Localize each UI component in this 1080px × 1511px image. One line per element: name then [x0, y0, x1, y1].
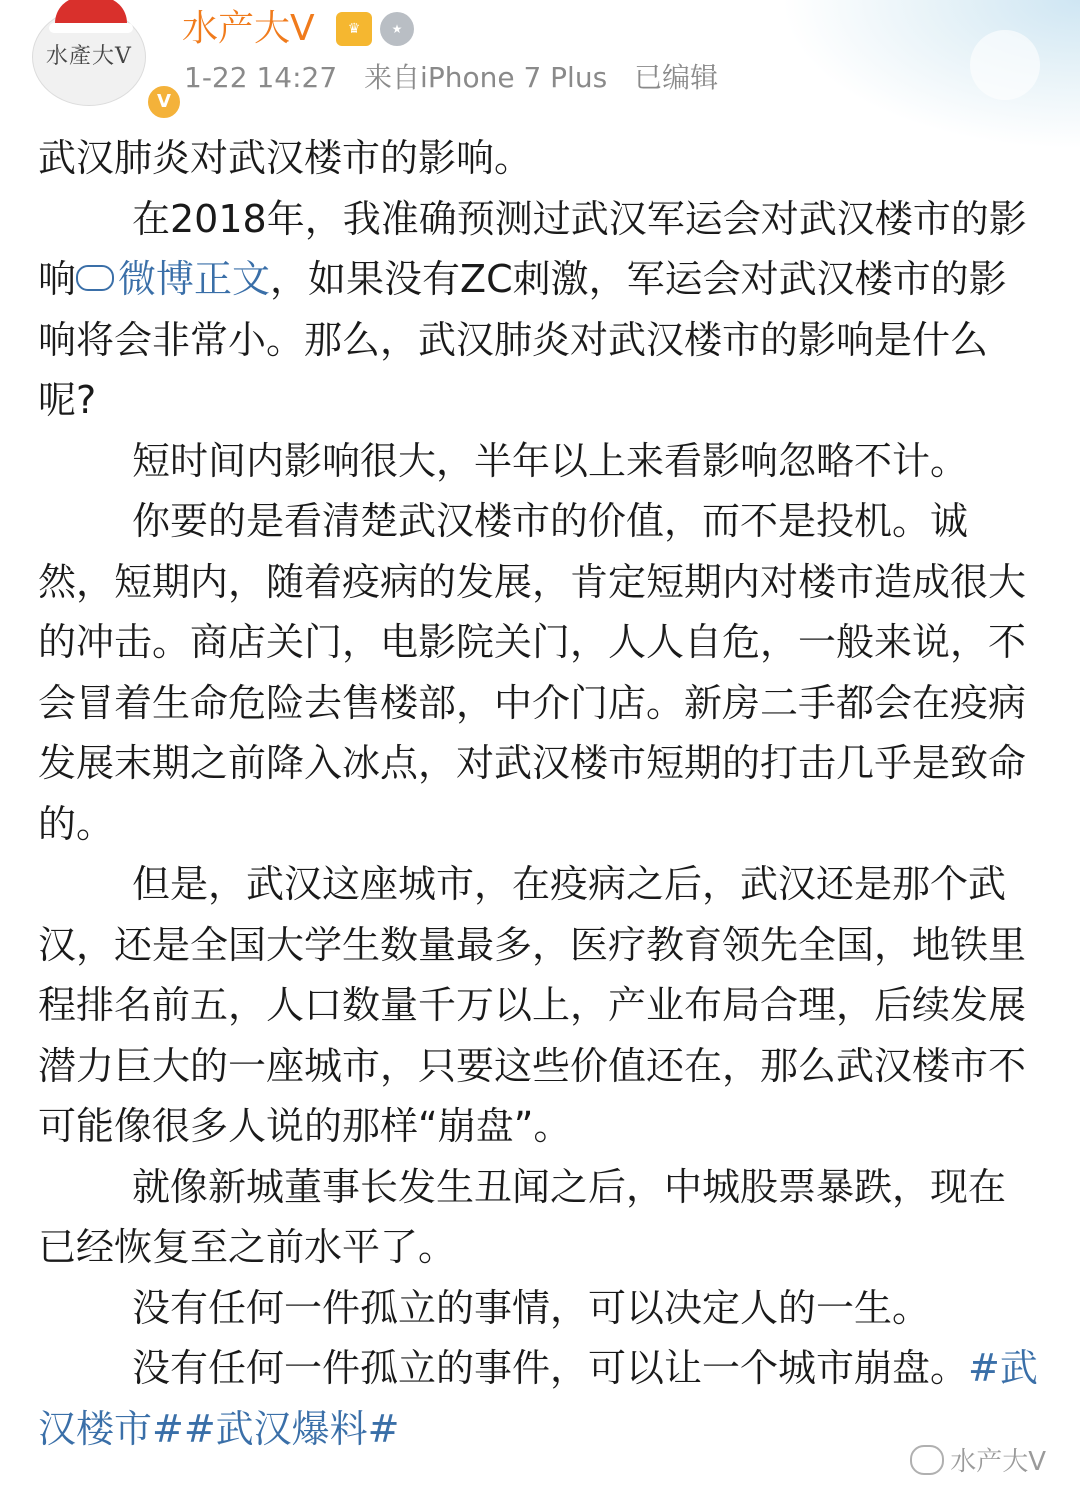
wechat-icon [910, 1445, 944, 1475]
avatar[interactable] [32, 8, 171, 112]
post-paragraph-5: 就像新城董事长发生丑闻之后，中城股票暴跌，现在已经恢复至之前水平了。 [38, 1164, 1007, 1269]
post-header [0, 0, 1080, 120]
paragraph-1-text-b: ，如果没有ZC刺激，军运会对武汉楼市的影响将会非常小。那么，武汉肺炎对武汉楼市的影响是什么呢? [38, 257, 1007, 422]
medal-icon[interactable]: ★ [380, 12, 414, 46]
post-paragraph-1 [38, 189, 1042, 431]
post-paragraph-7 [38, 1338, 1042, 1459]
post-paragraph-2: 短时间内影响很大，半年以上来看影响忽略不计。 [132, 438, 969, 483]
edited-label: 已编辑 [634, 61, 719, 94]
post-source: 来自iPhone 7 Plus [364, 61, 608, 94]
post-body [38, 128, 1042, 1459]
avatar-text: 水產大V [46, 44, 132, 69]
username[interactable]: 水产大V [182, 8, 315, 49]
watermark-text: 水产大V [950, 1447, 1046, 1477]
post-meta [184, 58, 736, 98]
hashtag-wuhan-news[interactable]: #武汉爆料# [183, 1406, 400, 1451]
post-timestamp: 1-22 14:27 [184, 61, 338, 94]
hashtag-wuhan-property[interactable]: #武汉楼市# [38, 1346, 1038, 1451]
post-paragraph-6: 没有任何一件孤立的事情，可以决定人的一生。 [132, 1285, 931, 1330]
verified-v-icon: V [145, 83, 183, 121]
weibo-link-label: 微博正文 [118, 257, 271, 301]
post-paragraph-3: 你要的是看清楚武汉楼市的价值，而不是投机。诚然，短期内，随着疫病的发展，肯定短期内对楼市造成很大的冲击。商店关门，电影院关门，人人自危，一般来说，不会冒着生命危险去售楼部，中介门店。新房二手都会在疫病发展末期之前降入冰点，对武汉楼市短期的打击几乎是致命的。 [38, 499, 1027, 846]
paragraph-7-text: 没有任何一件孤立的事件，可以让一个城市崩盘。 [132, 1346, 969, 1390]
paragraph-1-text-a: 在2018年，我准确预测过武汉军运会对武汉楼市的影响 [38, 196, 1027, 301]
link-icon [76, 265, 114, 291]
santa-hat-icon [55, 0, 127, 27]
watermark [910, 1442, 1046, 1482]
post-title: 武汉肺炎对武汉楼市的影响。 [38, 136, 533, 180]
weibo-link[interactable] [76, 257, 270, 301]
post-paragraph-4: 但是，武汉这座城市，在疫病之后，武汉还是那个武汉，还是全国大学生数量最多，医疗教育领先全国，地铁里程排名前五，人口数量千万以上，产业布局合理，后续发展潜力巨大的一座城市，只要这些价值还在，那么武汉楼市不可能像很多人说的那样“崩盘”。 [38, 862, 1027, 1148]
crown-icon[interactable]: ♛ [336, 12, 372, 46]
